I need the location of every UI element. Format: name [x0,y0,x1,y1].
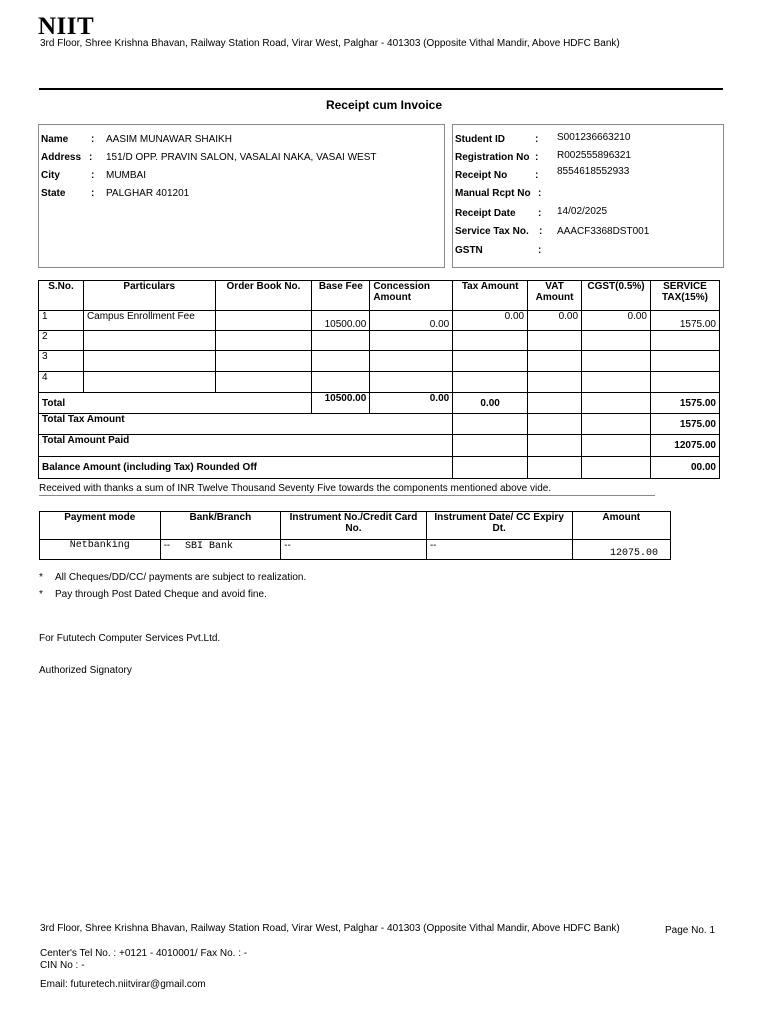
header-address: 3rd Floor, Shree Krishna Bhavan, Railway Station Road, Virar West, Palghar - 401303 (Opposite Vithal Mandir, Above HDFC Bank) [40,38,620,49]
total-paid-value: 12075.00 [651,435,720,457]
spacer-cell [582,457,651,479]
name-value: AASIM MUNAWAR SHAIKH [106,134,232,145]
cell-base-fee: 10500.00 [312,311,370,331]
separator: : [91,170,95,181]
registration-label: Registration No [455,152,530,163]
spacer-cell [582,435,651,457]
col-header-particulars: Particulars [83,281,215,311]
instrument-date-value: -- [426,540,572,560]
total-concession: 0.00 [370,393,453,414]
col-header-instrument-date: Instrument Date/ CC Expiry Dt. [426,512,572,540]
cell-concession: 0.00 [370,311,453,331]
cell-tax: 0.00 [453,311,528,331]
cell-sno: 3 [39,351,84,372]
payment-row [40,540,671,560]
separator: : [538,208,542,219]
col-header-tax: Tax Amount [453,281,528,311]
table-row [39,331,720,351]
cell-tax [453,372,528,393]
col-header-concession: Concession Amount [370,281,453,311]
spacer-cell [453,435,528,457]
page-number: Page No. 1 [665,925,716,936]
spacer-cell [453,457,528,479]
spacer-cell [528,435,582,457]
cell-particulars: Campus Enrollment Fee [83,311,215,331]
total-service-tax: 1575.00 [651,393,720,414]
footer-tel: Center's Tel No. : +0121 - 4010001/ Fax No. : - [40,948,248,959]
fee-table [38,280,720,479]
payment-header-row [40,512,671,540]
separator: : [538,188,542,199]
registration-value: R002555896321 [557,150,631,161]
table-row [39,351,720,372]
note-text: All Cheques/DD/CC/ payments are subject to realization. [55,572,307,583]
instrument-no-value: -- [281,540,427,560]
cell-sno: 4 [39,372,84,393]
separator: : [538,245,542,256]
cell-particulars [83,351,215,372]
receipt-no-label: Receipt No [455,170,508,181]
cell-vat [528,331,582,351]
state-label: State [41,188,66,199]
col-header-amount: Amount [572,512,671,540]
manual-rcpt-label: Manual Rcpt No [455,188,531,199]
total-tax-amount-row [39,414,720,435]
cell-base-fee [312,331,370,351]
cell-service-tax [651,372,720,393]
city-value: MUMBAI [106,170,146,181]
cell-order-book [215,372,312,393]
student-id-label: Student ID [455,134,505,145]
col-header-service-tax: SERVICE TAX(15%) [651,281,720,311]
footer-cin: CIN No : - [40,960,85,971]
total-cgst [582,393,651,414]
payment-mode-value: Netbanking [40,540,161,560]
page-title: Receipt cum Invoice [325,98,443,112]
company-logo: NIIT [38,13,95,40]
for-company-text: For Fututech Computer Services Pvt.Ltd. [39,633,221,644]
header-divider [39,88,723,90]
col-header-sno: S.No. [39,281,84,311]
col-header-cgst: CGST(0.5%) [582,281,651,311]
separator: : [539,226,543,237]
separator: : [535,152,539,163]
city-label: City [41,170,60,181]
cell-cgst [582,372,651,393]
customer-info-box [38,124,445,268]
cell-service-tax [651,331,720,351]
cell-concession [370,372,453,393]
separator: : [535,134,539,145]
table-row [39,311,720,331]
separator: : [535,170,539,181]
cell-vat [528,372,582,393]
name-label: Name [41,134,69,145]
col-header-order-book: Order Book No. [215,281,312,311]
balance-row [39,457,720,479]
total-tax-amount-value: 1575.00 [651,414,720,435]
cell-tax [453,351,528,372]
separator: : [91,134,95,145]
balance-label: Balance Amount (including Tax) Rounded Off [39,457,453,479]
total-base-fee: 10500.00 [312,393,370,414]
cell-order-book [215,331,312,351]
service-tax-value: AAACF3368DST001 [557,226,650,237]
receipt-info-box [452,124,724,268]
cell-cgst [582,331,651,351]
payment-table [39,511,671,560]
spacer-cell [528,414,582,435]
bullet-icon: * [39,589,43,600]
address-label: Address [41,152,82,163]
cell-cgst [582,351,651,372]
cell-concession [370,351,453,372]
spacer-cell [528,457,582,479]
total-vat [528,393,582,414]
cell-concession [370,331,453,351]
cell-particulars [83,372,215,393]
col-header-vat: VAT Amount [528,281,582,311]
table-row [39,372,720,393]
cell-base-fee [312,372,370,393]
cell-base-fee [312,351,370,372]
cell-vat [528,351,582,372]
cell-tax [453,331,528,351]
payment-amount-value: 12075.00 [572,540,671,560]
footer-email: Email: futuretech.niitvirar@gmail.com [40,979,206,990]
balance-value: 00.00 [651,457,720,479]
col-header-payment-mode: Payment mode [40,512,161,540]
student-id-value: S001236663210 [557,132,631,143]
bullet-icon: * [39,572,43,583]
fee-table-header-row [39,281,720,311]
total-row [39,393,720,414]
cell-vat: 0.00 [528,311,582,331]
cell-order-book [215,351,312,372]
separator: : [89,152,93,163]
spacer-cell [582,414,651,435]
state-value: PALGHAR 401201 [106,188,190,199]
cell-order-book [215,311,312,331]
total-paid-row [39,435,720,457]
authorized-signatory: Authorized Signatory [39,665,132,676]
bank-value: SBI Bank [185,541,234,552]
total-paid-label: Total Amount Paid [39,435,453,457]
bank-prefix: -- [163,540,171,551]
receipt-date-label: Receipt Date [455,208,516,219]
address-value: 151/D OPP. PRAVIN SALON, VASALAI NAKA, VASAI WEST [106,152,377,163]
gstn-label: GSTN [455,245,483,256]
service-tax-label: Service Tax No. [455,226,529,237]
cell-sno: 1 [39,311,84,331]
cell-particulars [83,331,215,351]
total-label: Total [39,393,312,414]
total-tax: 0.00 [453,393,528,414]
footer-address: 3rd Floor, Shree Krishna Bhavan, Railway Station Road, Virar West, Palghar - 401303 (Opposite Vithal Mandir, Above HDFC Bank) [40,923,620,934]
bank-branch-cell [160,540,281,560]
cell-sno: 2 [39,331,84,351]
receipt-date-value: 14/02/2025 [557,206,608,217]
separator: : [91,188,95,199]
col-header-bank-branch: Bank/Branch [160,512,281,540]
cell-cgst: 0.00 [582,311,651,331]
cell-service-tax [651,351,720,372]
received-thanks-text: Received with thanks a sum of INR Twelve Thousand Seventy Five towards the components mentioned above vide. [39,483,655,496]
receipt-no-value: 8554618552933 [557,166,630,177]
note-text: Pay through Post Dated Cheque and avoid fine. [55,589,267,600]
col-header-instrument-no: Instrument No./Credit Card No. [281,512,427,540]
total-tax-amount-label: Total Tax Amount [39,414,453,435]
spacer-cell [453,414,528,435]
cell-service-tax: 1575.00 [651,311,720,331]
col-header-base-fee: Base Fee [312,281,370,311]
